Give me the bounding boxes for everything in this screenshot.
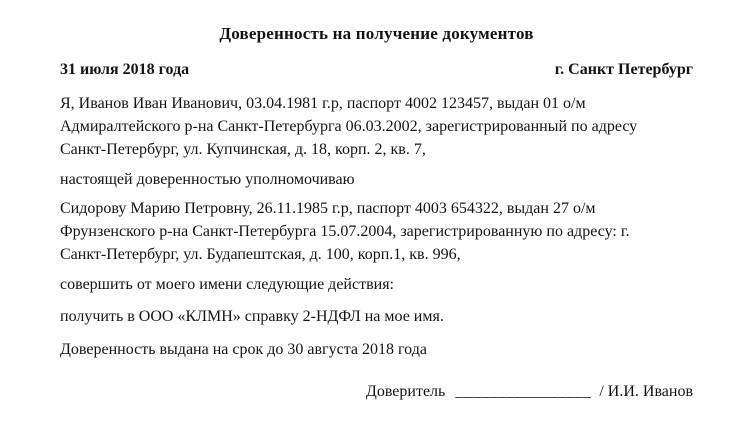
document-title: Доверенность на получение документов	[219, 24, 534, 43]
attorney-line-3: Санкт-Петербург, ул. Будапештская, д. 100, корп.1, кв. 996,	[60, 246, 461, 263]
date-city-row	[60, 61, 693, 79]
principal-paragraph	[60, 92, 693, 161]
document-city: г. Санкт Петербург	[554, 61, 693, 78]
principal-line-3: Санкт-Петербург, ул. Купчинская, д. 18, корп. 2, кв. 7,	[60, 141, 426, 158]
attorney-paragraph	[60, 197, 693, 266]
attorney-line-1: Сидорову Марию Петровну, 26.11.1985 г.р, паспорт 4003 654322, выдан 27 о/м	[60, 200, 596, 217]
principal-line-2: Адмиралтейского р-на Санкт-Петербурга 06.03.2002, зарегистрированный по адресу	[60, 118, 638, 135]
signature-blank-line: ________________	[455, 383, 592, 400]
validity-line: Доверенность выдана на срок до 30 августа 2018 года	[60, 341, 427, 358]
signature-label: Доверитель	[365, 383, 446, 400]
signature-row	[366, 383, 693, 401]
actions-intro-line: совершить от моего имени следующие действия:	[60, 276, 394, 293]
document-date: 31 июля 2018 года	[60, 61, 190, 78]
authorize-intro-line: настоящей доверенностью уполномочиваю	[60, 171, 355, 188]
signature-name: / И.И. Иванов	[599, 383, 693, 400]
attorney-line-2: Фрунзенского р-на Санкт-Петербурга 15.07.2004, зарегистрированную по адресу: г.	[60, 223, 630, 240]
action-item-line: получить в ООО «КЛМН» справку 2-НДФЛ на мое имя.	[60, 308, 444, 325]
principal-line-1: Я, Иванов Иван Иванович, 03.04.1981 г.р, паспорт 4002 123457, выдан 01 о/м	[60, 95, 586, 112]
